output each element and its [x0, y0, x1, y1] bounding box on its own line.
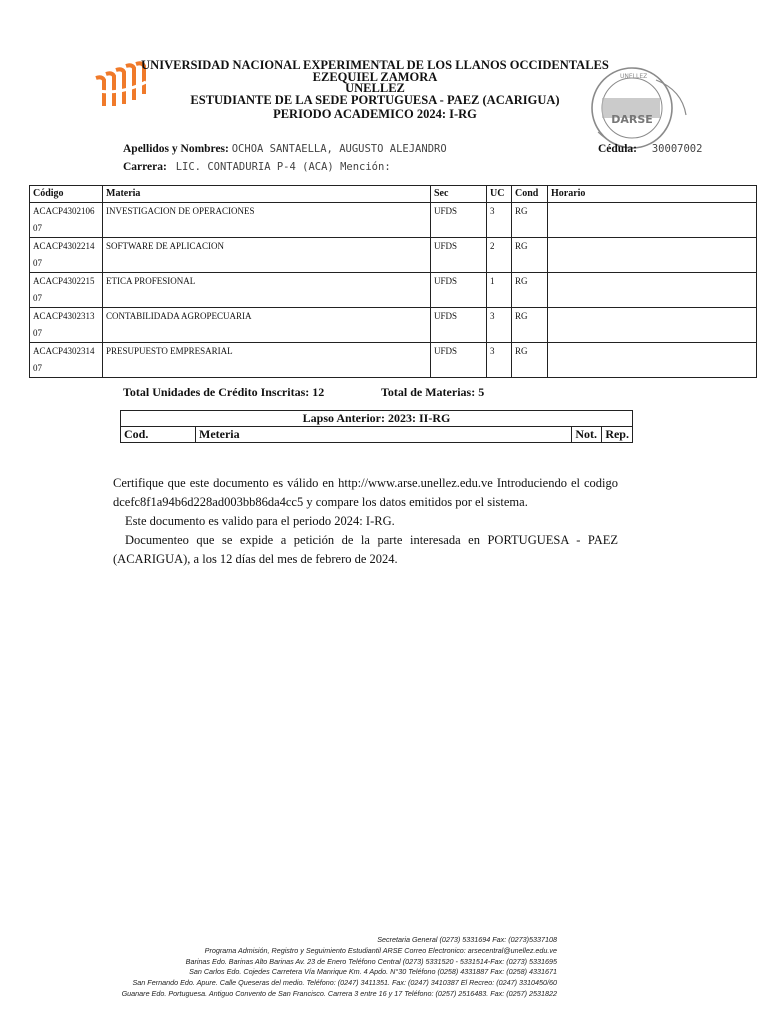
courses-table	[29, 185, 757, 378]
cell-uc: 1	[487, 273, 512, 308]
prev-col-materia: Meteria	[196, 427, 572, 443]
cell-horario	[548, 238, 757, 273]
col-sec: Sec	[431, 186, 487, 203]
name-label: Apellidos y Nombres:	[123, 143, 229, 155]
cedula-line	[598, 143, 702, 155]
cell-cond: RG	[512, 308, 548, 343]
col-codigo: Código	[30, 186, 103, 203]
cell-code: ACACP4302214 07	[30, 238, 103, 273]
cedula-value: 30007002	[651, 143, 703, 155]
cell-uc: 3	[487, 203, 512, 238]
cell-sec: UFDS	[431, 273, 487, 308]
footer-contacts	[122, 935, 557, 1000]
academic-period: PERIODO ACADEMICO 2024: I-RG	[273, 107, 477, 121]
cedula-label: Cédula:	[598, 143, 637, 155]
cert-paragraph-2: Este documento es valido para el periodo 2024: I-RG.	[125, 514, 395, 528]
student-name-line	[123, 143, 447, 155]
certification-text	[113, 474, 618, 569]
university-name: UNIVERSIDAD NACIONAL EXPERIMENTAL DE LOS LLANOS OCCIDENTALES	[141, 58, 609, 72]
cell-materia: INVESTIGACION DE OPERACIONES	[103, 203, 431, 238]
previous-period-table	[120, 410, 633, 443]
document-header	[110, 60, 640, 121]
cell-sec: UFDS	[431, 308, 487, 343]
total-subjects: Total de Materias: 5	[381, 385, 485, 399]
col-uc: UC	[487, 186, 512, 203]
table-row	[30, 238, 757, 273]
cell-cond: RG	[512, 238, 548, 273]
stamp-word: DARSE	[611, 113, 653, 126]
prev-col-rep: Rep.	[602, 427, 633, 443]
footer-line: San Carlos Edo. Cojedes Carretera Vía Manrique Km. 4 Apdo. N°30 Teléfono (0258) 4331887 Fax: (0258) 4331671	[189, 967, 557, 977]
footer-line: Programa Admisión, Registro y Seguimiento Estudiantil ARSE Correo Electronico: arsecentral@unellez.edu.ve	[204, 945, 557, 955]
courses-header-row	[30, 186, 757, 203]
footer-line: Guanare Edo. Portuguesa. Antiguo Convento de San Francisco. Carrera 3 entre 16 y 17 Teléfono: (0257) 2516483. Fax: (0257) 2531822	[121, 988, 557, 998]
cell-materia: PRESUPUESTO EMPRESARIAL	[103, 343, 431, 378]
col-horario: Horario	[548, 186, 757, 203]
career-label: Carrera:	[123, 161, 167, 173]
footer-line: Barinas Edo. Barinas Alto Barinas Av. 23 de Enero Teléfono Central (0273) 5331520 - 5331514-Fax: (0273) 5331695	[185, 956, 557, 966]
cell-horario	[548, 203, 757, 238]
cert-paragraph-1: Certifique que este documento es válido en http://www.arse.unellez.edu.ve Introduciendo el codigo dcefc8f1a94b6d228ad003bb86da4cc5 y compare los datos emitidos por el sistema.	[113, 476, 618, 509]
previous-period-title: Lapso Anterior: 2023: II-RG	[121, 411, 633, 427]
name-value: OCHOA SANTAELLA, AUGUSTO ALEJANDRO	[231, 143, 447, 155]
footer-line: Secretaria General (0273) 5331694 Fax: (0273)5337108	[377, 935, 557, 944]
university-name-2: EZEQUIEL ZAMORA	[312, 69, 438, 84]
stamp-top-text: UNELLEZ	[620, 73, 648, 80]
cell-horario	[548, 273, 757, 308]
cell-materia: SOFTWARE DE APLICACION	[103, 238, 431, 273]
career-value: LIC. CONTADURIA P-4 (ACA) Mención:	[175, 161, 391, 173]
cell-sec: UFDS	[431, 238, 487, 273]
table-row	[30, 203, 757, 238]
career-line	[123, 161, 391, 173]
cell-sec: UFDS	[431, 343, 487, 378]
official-stamp	[586, 60, 692, 156]
campus-line: ESTUDIANTE DE LA SEDE PORTUGUESA - PAEZ (ACARIGUA)	[190, 92, 560, 107]
table-row	[30, 343, 757, 378]
cell-cond: RG	[512, 203, 548, 238]
cell-horario	[548, 343, 757, 378]
cell-sec: UFDS	[431, 203, 487, 238]
cell-code: ACACP4302215 07	[30, 273, 103, 308]
table-row	[30, 273, 757, 308]
cell-horario	[548, 308, 757, 343]
cell-cond: RG	[512, 343, 548, 378]
cell-uc: 2	[487, 238, 512, 273]
cert-paragraph-3: Documenteo que se expide a petición de la parte interesada en PORTUGUESA - PAEZ (ACARIGUA), a los 12 días del mes de febrero de 2024.	[113, 533, 618, 566]
footer-line: San Fernando Edo. Apure. Calle Queseras del medio. Teléfono: (0247) 3411351. Fax: (0247) 3410387 El Recreo: (0247) 3310450/60	[132, 978, 557, 988]
cell-cond: RG	[512, 273, 548, 308]
table-row	[30, 308, 757, 343]
total-credits: Total Unidades de Crédito Inscritas: 12	[123, 385, 325, 399]
col-cond: Cond	[512, 186, 548, 203]
prev-col-not: Not.	[572, 427, 602, 443]
university-acronym: UNELLEZ	[345, 81, 405, 95]
col-materia: Materia	[103, 186, 431, 203]
cell-uc: 3	[487, 343, 512, 378]
prev-col-cod: Cod.	[121, 427, 196, 443]
cell-uc: 3	[487, 308, 512, 343]
cell-code: ACACP4302314 07	[30, 343, 103, 378]
cell-code: ACACP4302313 07	[30, 308, 103, 343]
cell-code: ACACP4302106 07	[30, 203, 103, 238]
cell-materia: ETICA PROFESIONAL	[103, 273, 431, 308]
cell-materia: CONTABILIDADA AGROPECUARIA	[103, 308, 431, 343]
